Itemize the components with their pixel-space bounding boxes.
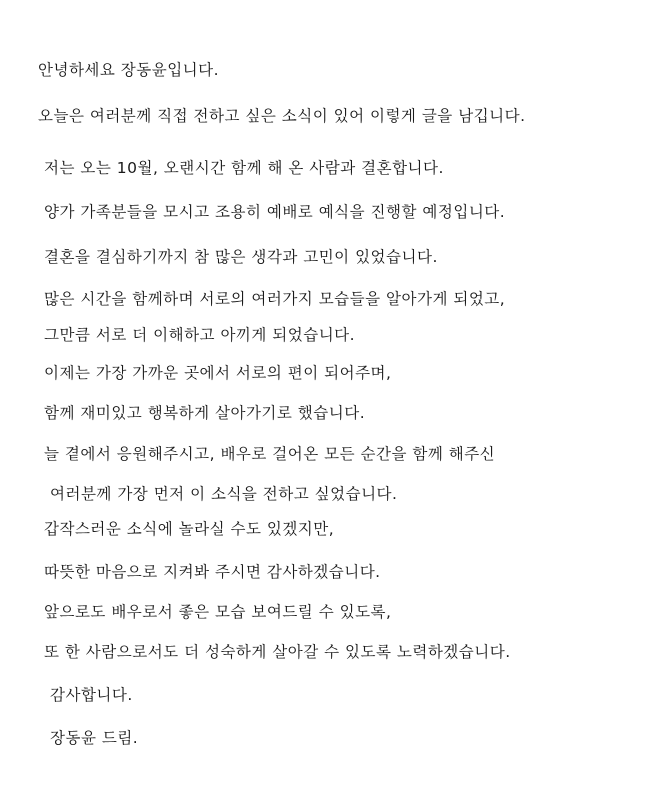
letter-line: 결혼을 결심하기까지 참 많은 생각과 고민이 있었습니다. (44, 248, 438, 266)
letter-line: 오늘은 여러분께 직접 전하고 싶은 소식이 있어 이렇게 글을 남깁니다. (38, 107, 526, 125)
letter-closing: 감사합니다. (50, 686, 133, 704)
letter-line: 여러분께 가장 먼저 이 소식을 전하고 싶었습니다. (50, 485, 398, 503)
letter-line: 이제는 가장 가까운 곳에서 서로의 편이 되어주며, (44, 364, 392, 382)
letter-line: 늘 곁에서 응원해주시고, 배우로 걸어온 모든 순간을 함께 해주신 (44, 445, 496, 463)
letter-line: 갑작스러운 소식에 놀라실 수도 있겠지만, (44, 520, 335, 538)
letter-greeting: 안녕하세요 장동윤입니다. (38, 61, 220, 79)
letter-line: 또 한 사람으로서도 더 성숙하게 살아갈 수 있도록 노력하겠습니다. (44, 643, 511, 661)
letter-line: 많은 시간을 함께하며 서로의 여러가지 모습들을 알아가게 되었고, (44, 290, 506, 308)
letter-signature: 장동윤 드림. (50, 729, 139, 747)
letter-line: 그만큼 서로 더 이해하고 아끼게 되었습니다. (44, 326, 356, 344)
letter-line: 양가 가족분들을 모시고 조용히 예배로 예식을 진행할 예정입니다. (44, 203, 506, 221)
letter-line: 저는 오는 10월, 오랜시간 함께 해 온 사람과 결혼합니다. (44, 159, 444, 177)
letter-line: 앞으로도 배우로서 좋은 모습 보여드릴 수 있도록, (44, 603, 392, 621)
letter-line: 따뜻한 마음으로 지켜봐 주시면 감사하겠습니다. (44, 563, 381, 581)
letter-line: 함께 재미있고 행복하게 살아가기로 했습니다. (44, 404, 366, 422)
